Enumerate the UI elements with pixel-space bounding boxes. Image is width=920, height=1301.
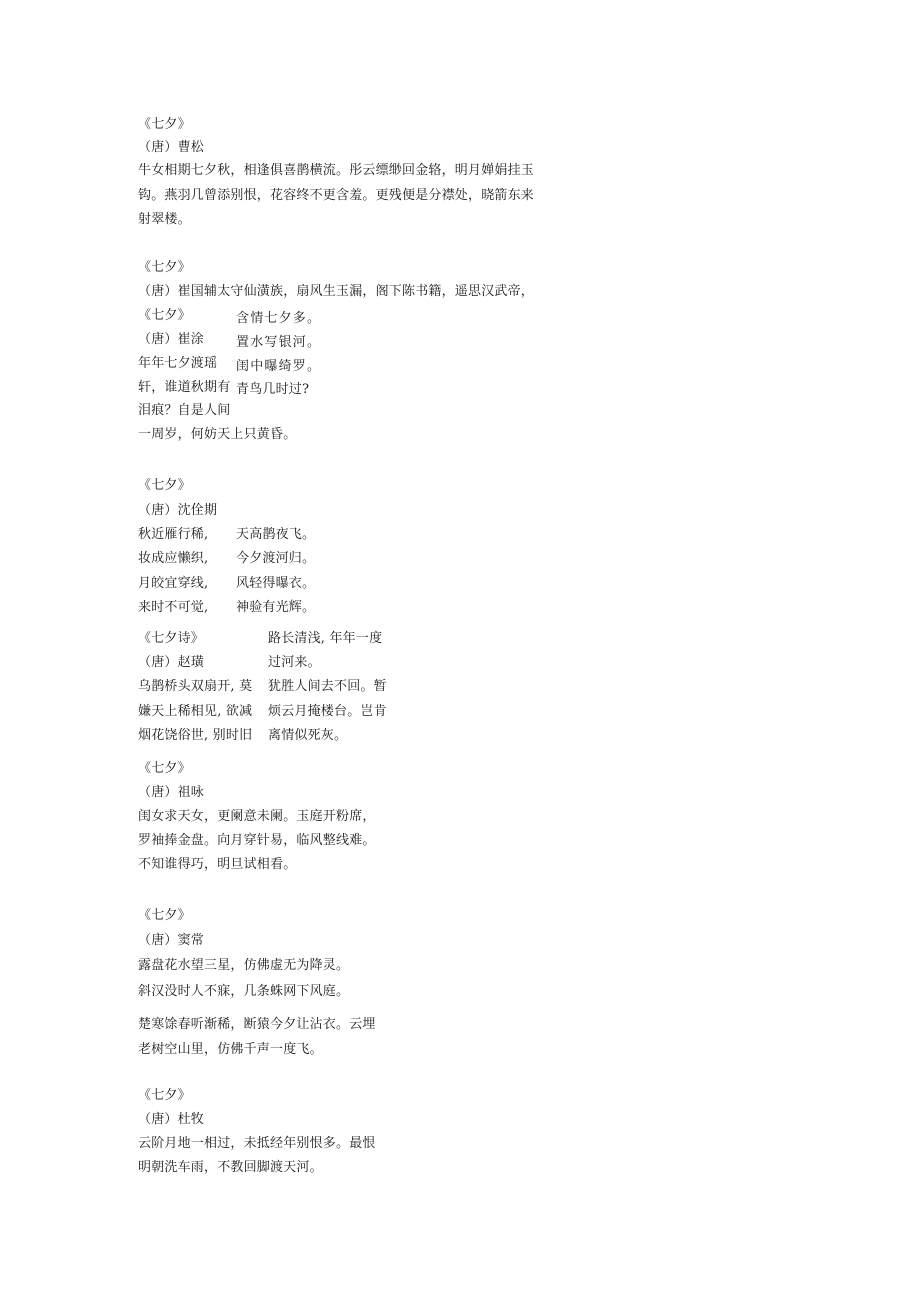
poem-line: 神验有光辉。	[236, 600, 316, 615]
poem-line: 风轻得曝衣。	[236, 576, 316, 591]
poem-author: （唐）祖咏	[138, 785, 205, 800]
poem-author: （唐）沈佺期	[138, 503, 218, 518]
poem-author: （唐）窦常	[138, 933, 205, 948]
poem-line: 青鸟几时过?	[236, 382, 310, 397]
poem-line: 钩。燕羽几曾添别恨，花容终不更含羞。更残便是分襟处，晓箭东来	[138, 188, 535, 203]
poem-title: 《七夕》	[138, 260, 191, 275]
poem-line: 路长清浅, 年年一度	[268, 631, 383, 646]
poem-line: 来时不可觉,	[138, 600, 209, 615]
poem-line: 云阶月地一相过，未抵经年别恨多。最恨	[138, 1136, 376, 1151]
poem-line: 明朝洗车雨，不教回脚渡天河。	[138, 1160, 323, 1175]
poem-line: 妆成应懒织,	[138, 551, 209, 566]
poem-line: 泪痕？自是人间	[138, 403, 231, 418]
poem-title: 《七夕》	[138, 478, 191, 493]
poem-line: 烦云月掩楼台。岂肯	[268, 704, 387, 719]
poem-title: 《七夕》	[138, 308, 191, 323]
poem-line: 秋近雁行稀,	[138, 527, 209, 542]
poem-line: 轩，谁道秋期有	[138, 380, 231, 395]
poem-line: 置水写银河。	[236, 335, 322, 350]
poem-line: 过河来。	[268, 655, 321, 670]
poem-line: 闺中曝绮罗。	[236, 359, 322, 374]
poem-line: 月皎宜穿线,	[138, 576, 209, 591]
poem-line: 天高鹊夜飞。	[236, 527, 316, 542]
poem-line: 露盘花水望三星，仿佛虚无为降灵。	[138, 958, 350, 973]
poem-line: 不知谁得巧，明旦试相看。	[138, 857, 297, 872]
poem-line: 嫌天上稀相见, 欲减	[138, 704, 253, 719]
poem-line: 离情似死灰。	[268, 728, 348, 743]
poem-line: 斜汉没时人不寐，几条蛛网下风庭。	[138, 984, 350, 999]
poem-line: 楚寒馀春听渐稀，断猿今夕让沾衣。云埋	[138, 1017, 376, 1032]
poem-line: 烟花饶俗世, 别时旧	[138, 728, 253, 743]
poem-line: 射翠楼。	[138, 212, 191, 227]
poem-title: 《七夕》	[138, 1088, 191, 1103]
poem-title: 《七夕》	[138, 117, 191, 132]
poem-line: 闺女求天女，更阑意未阑。玉庭开粉席，	[138, 809, 376, 824]
poem-author: （唐）杜牧	[138, 1112, 205, 1127]
poem-line: 牛女相期七夕秋，相逢俱喜鹊横流。彤云缥缈回金辂，明月婵娟挂玉	[138, 163, 535, 178]
poem-author: （唐）崔涂	[138, 332, 205, 347]
poem-line: 犹胜人间去不回。暂	[268, 679, 387, 694]
poem-line: 一周岁，何妨天上只黄昏。	[138, 427, 297, 442]
poem-title: 《七夕诗》	[138, 631, 205, 646]
poem-line: 今夕渡河归。	[236, 551, 316, 566]
poem-title: 《七夕》	[138, 908, 191, 923]
poem-line: 乌鹊桥头双扇开, 莫	[138, 679, 253, 694]
poem-title: 《七夕》	[138, 761, 191, 776]
poem-author: （唐）赵璜	[138, 655, 205, 670]
poem-author: （唐）曹松	[138, 140, 205, 155]
poem-line: 老树空山里，仿佛千声一度飞。	[138, 1042, 323, 1057]
poem-author-line: （唐）崔国辅太守仙潢族，扇风生玉漏，阁下陈书籍，遥思汉武帝，	[138, 284, 535, 299]
poem-line: 年年七夕渡瑶	[138, 356, 218, 371]
poem-line: 含情七夕多。	[236, 311, 322, 326]
poem-line: 罗袖捧金盘。向月穿针易，临风整线难。	[138, 833, 376, 848]
